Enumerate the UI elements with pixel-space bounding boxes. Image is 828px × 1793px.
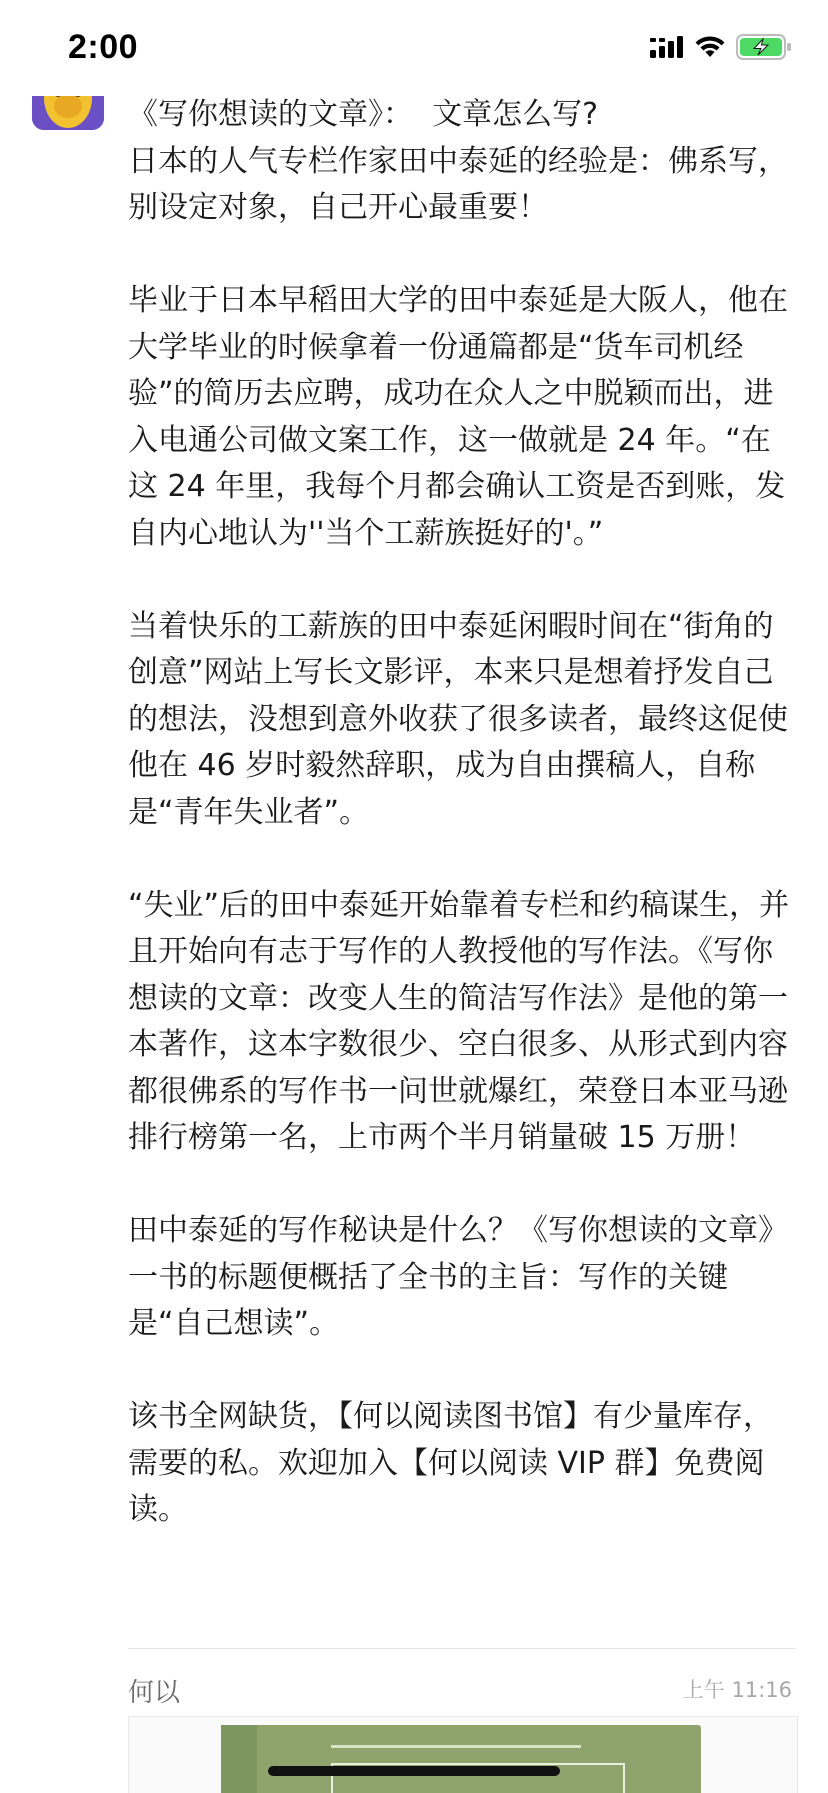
wifi-icon xyxy=(694,35,726,63)
avatar[interactable] xyxy=(32,96,104,130)
book-cover xyxy=(221,1725,701,1793)
comment-author[interactable]: 何以 xyxy=(128,1678,181,1708)
status-bar xyxy=(0,0,828,96)
divider xyxy=(128,1648,796,1649)
post-paragraph-4: “失业”后的田中泰延开始靠着专栏和约稿谋生，并且开始向有志于写作的人教授他的写作法。《写你想读的文章：改变人生的简洁写作法》是他的第一本著作，这本字数很少、空白很多、从形式到内容都很佛系的写作书一问世就爆红，荣登日本亚马逊排行榜第一名，上市两个半月销量破 15 万册！ xyxy=(128,887,790,1155)
post-paragraph-3: 当着快乐的工薪族的田中泰延闲暇时间在“街角的创意”网站上写长文影评，本来只是想着抒发自己的想法，没想到意外收获了很多读者，最终这促使他在 46 岁时毅然辞职，成为自由撰稿人，自称是“青年失业者”。 xyxy=(128,608,788,830)
signal-bars-icon xyxy=(650,36,684,62)
post-content xyxy=(128,92,800,1534)
post-paragraph-2: 毕业于日本早稻田大学的田中泰延是大阪人，他在大学毕业的时候拿着一份通篇都是“货车司机经验”的简历去应聘，成功在众人之中脱颖而出，进入电通公司做文案工作，这一做就是 24 年。“在这 24 年里，我每个月都会确认工资是否到账，发自内心地认为''当个工薪族挺好的'。” xyxy=(128,283,788,551)
post-paragraph-5: 田中泰延的写作秘诀是什么？《写你想读的文章》一书的标题便概括了全书的主旨：写作的关键是“自己想读”。 xyxy=(128,1213,788,1341)
battery-charging-icon xyxy=(736,34,792,64)
book-cover-image[interactable] xyxy=(128,1716,798,1793)
status-icons xyxy=(650,34,792,64)
status-time: 2:00 xyxy=(68,28,139,66)
post-paragraph-6: 该书全网缺货，【何以阅读图书馆】有少量库存，需要的私。欢迎加入【何以阅读 VIP 群】免费阅读。 xyxy=(128,1399,773,1527)
post-paragraph-1: 《写你想读的文章》： 文章怎么写? 日本的人气专栏作家田中泰延的经验是：佛系写，别设定对象，自己开心最重要！ xyxy=(128,97,788,225)
home-indicator[interactable] xyxy=(268,1766,560,1776)
comment-timestamp: 上午 11:16 xyxy=(682,1678,792,1702)
